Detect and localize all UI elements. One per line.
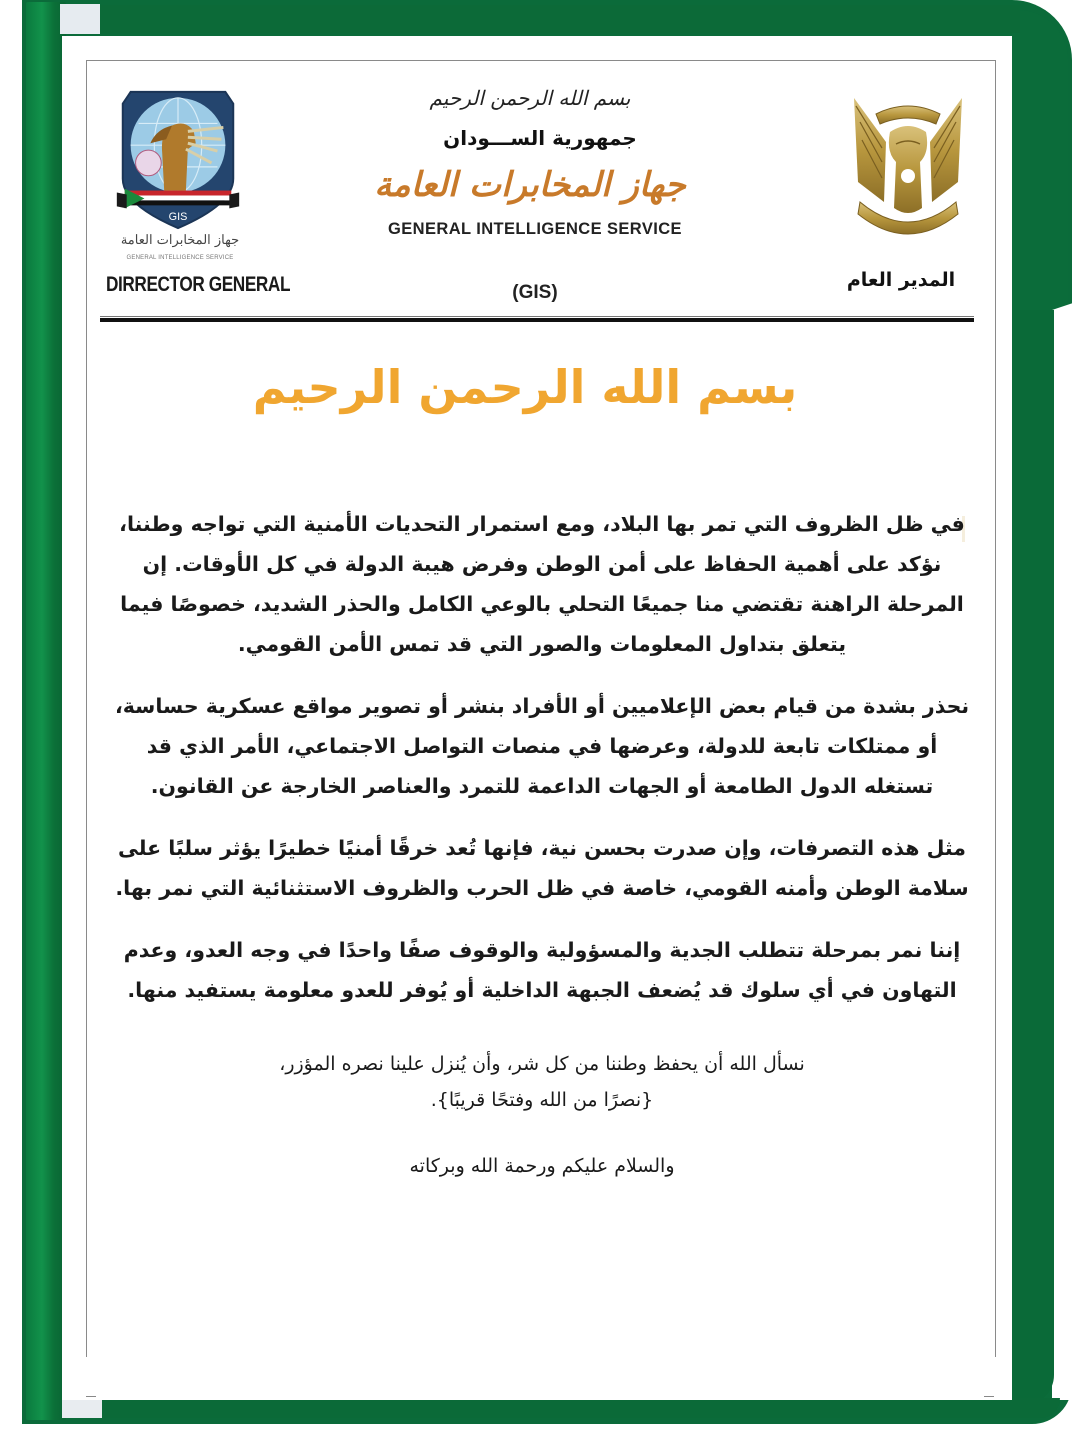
folder-top-edge [60,5,1020,33]
agency-name-english: GENERAL INTELLIGENCE SERVICE [388,220,682,238]
agency-name-arabic: جهاز المخابرات العامة [374,165,686,205]
closing-greeting: والسلام عليكم ورحمة الله وبركاته [409,1155,675,1177]
paragraph: إننا نمر بمرحلة تتطلب الجدية والمسؤولية والوقوف صفًا واحدًا في وجه العدو، وعدم التهاون في أي سلوك قد يُضعف الجبهة الداخلية أو يُوفر للعدو معلومة يستفيد منها. [123,938,961,1002]
page-border-corner [984,1396,994,1397]
logo-caption-english: GENERAL INTELLIGENCE SERVICE [126,255,234,261]
gis-logo-emblem [116,84,240,232]
director-general-title-ar: المدير العام [846,269,956,291]
republic-of-sudan-heading: جمهورية الســـودان [443,126,637,150]
director-general-title-en: DIRRECTOR GENERAL [106,273,291,296]
folder-gap [60,4,100,34]
prayer-block [112,1046,972,1118]
agency-abbreviation: (GIS) [512,282,558,303]
document-body [112,504,972,1184]
page-border-corner [86,1396,96,1397]
folder-gap [62,1400,102,1418]
folder-bottom-edge [60,1398,1060,1418]
folder-notch [1052,300,1080,1400]
header-divider [100,318,974,322]
paragraph: في ظل الظروف التي تمر بها البلاد، ومع استمرار التحديات الأمنية التي تواجه وطننا، نؤكد على أهمية الحفاظ على أمن الوطن وفرض هيبة الدولة في كل الأوقات. إن المرحلة الراهنة تقتضي منا جميعًا التحلي بالوعي الكامل والحذر الشديد، خصوصًا فيما يتعلق بتداول المعلومات والصور التي قد تمس الأمن القومي. [119,512,965,656]
logo-caption-arabic: جهاز المخابرات العامة [120,233,240,248]
folder-spine [26,2,66,1420]
sudan-coat-of-arms-emblem [846,92,970,252]
folder-right-lower-edge [1010,310,1054,1405]
basmala-calligraphy: بسم الله الرحمن الرحيم [429,86,631,110]
document-title: بسم الله الرحمن الرحيم [252,360,798,414]
quote-line: {نصرًا من الله وفتحًا قريبًا}. [430,1089,654,1111]
prayer-line: نسأل الله أن يحفظ وطننا من كل شر، وأن يُنزل علينا نصره المؤزر، [279,1053,805,1075]
gis-logo-badge-text: GIS [168,211,188,224]
paragraph: نحذر بشدة من قيام بعض الإعلاميين أو الأفراد بنشر أو تصوير مواقع عسكرية حساسة، أو ممتلكات تابعة للدولة، وعرضها في منصات التواصل الاجتماعي، الأمر الذي قد تستغله الدول الطامعة أو الجهات الداعمة للتمرد والعناصر الخارجة عن القانون. [114,694,970,798]
paragraph: مثل هذه التصرفات، وإن صدرت بحسن نية، فإنها تُعد خرقًا أمنيًا خطيرًا يؤثر سلبًا على سلامة الوطن وأمنه القومي، خاصة في ظل الحرب والظروف الاستثنائية التي نمر بها. [115,836,969,900]
header-divider [100,316,974,317]
